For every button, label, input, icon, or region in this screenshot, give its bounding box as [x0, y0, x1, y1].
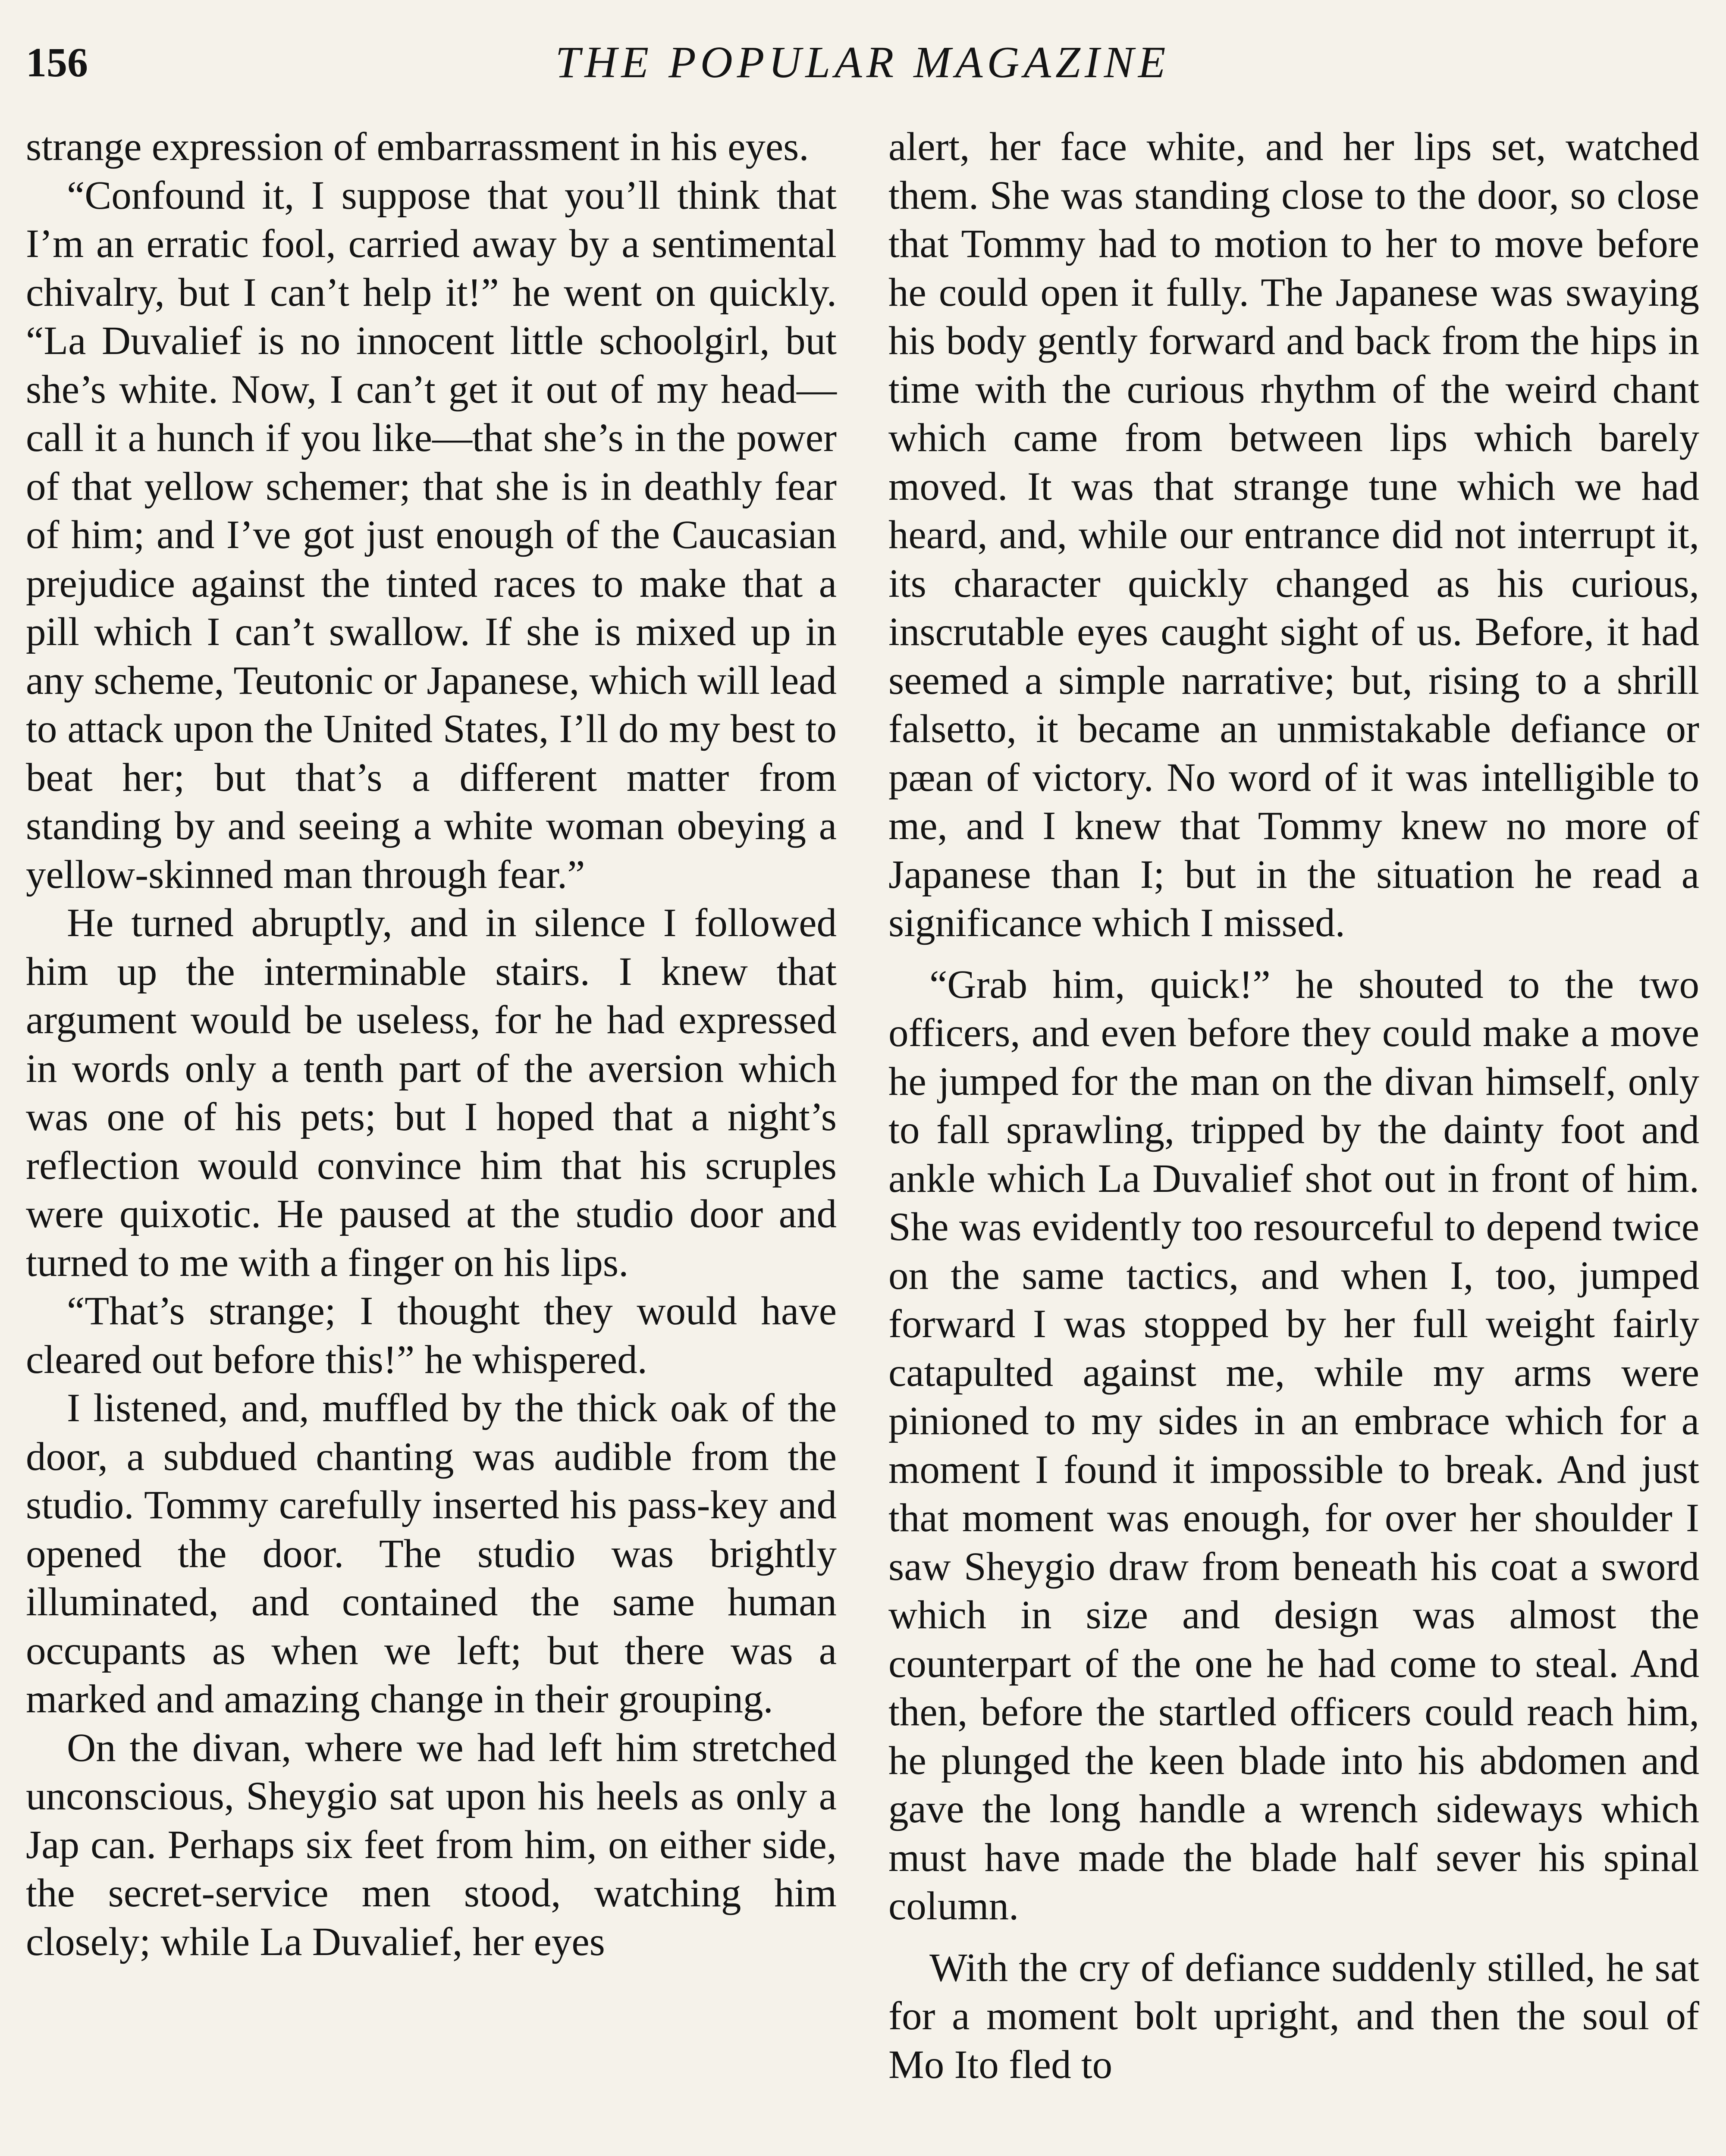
paragraph: “Grab him, quick!” he shouted to the two officers, and even before they could make a move he jumped for the man on the divan himself, only to fall sprawling, tripped by the dainty foot and ankle which La Duvalief shot out in front of him. She was evidently too resourceful to depend twice on the same tactics, and when I, too, jumped forward I was stopped by her full weight fairly catapulted against me, while my arms were pinioned to my sides in an embrace which for a moment I found it impossible to break. And just that moment was enough, for over her shoulder I saw Sheygio draw from beneath his coat a sword which in size and design was almost the counterpart of the one he had come to steal. And then, before the startled officers could reach him, he plunged the keen blade into his abdomen and gave the long handle a wrench sideways which must have made the blade half sever his spinal column. — [888, 962, 1699, 1928]
paragraph: On the divan, where we had left him stretched unconscious, Sheygio sat upon his heels as only a Jap can. Perhaps six feet from him, on either side, the secret-service men stood, watching him closely; while La Duvalief, her eyes — [26, 1725, 837, 1964]
paragraph: “That’s strange; I thought they would have cleared out before this!” he whispered. — [26, 1289, 837, 1382]
paragraph: strange expression of embarrassment in his eyes. — [26, 125, 809, 169]
paragraph: With the cry of defiance suddenly stilled, he sat for a moment bolt upright, and then the soul of Mo Ito fled to — [888, 1945, 1699, 2087]
paragraph: “Confound it, I suppose that you’ll think that I’m an erratic fool, carried away by a sentimental chivalry, but I can’t help it!” he went on quickly. “La Duvalief is no innocent little schoolgirl, but she’s white. Now, I can’t get it out of my head—call it a hunch if you like—that she’s in the power of that yellow schemer; that she is in deathly fear of him; and I’ve got just enough of the Caucasian prejudice against the tinted races to make that a pill which I can’t swallow. If she is mixed up in any scheme, Teutonic or Japanese, which will lead to attack upon the United States, I’ll do my best to beat her; but that’s a different matter from standing by and seeing a white woman obeying a yellow-skinned man through fear.” — [26, 173, 837, 897]
paragraph: I listened, and, muffled by the thick oak of the door, a subdued chanting was audible from the studio. Tommy carefully inserted his pass-key and opened the door. The studio was brightly illuminated, and contained the same human occupants as when we left; but there was a marked and amazing change in their grouping. — [26, 1386, 837, 1721]
page-number: 156 — [26, 39, 88, 85]
running-title: THE POPULAR MAGAZINE — [555, 38, 1170, 87]
paragraph: alert, her face white, and her lips set, watched them. She was standing close to the door, so close that Tommy had to motion to her to move before he could open it fully. The Japanese was swaying his body gently forward and back from the hips in time with the curious rhythm of the weird chant which came from between lips which barely moved. It was that strange tune which we had heard, and, while our entrance did not interrupt it, its character quickly changed as his curious, inscrutable eyes caught sight of us. Before, it had seemed a simple narrative; but, rising to a shrill falsetto, it became an unmistakable defiance or pæan of victory. No word of it was intelligible to me, and I knew that Tommy knew no more of Japanese than I; but in the situation he read a significance which I missed. — [888, 125, 1699, 945]
paragraph: He turned abruptly, and in silence I followed him up the interminable stairs. I knew that argument would be useless, for he had expressed in words only a tenth part of the aversion which was one of his pets; but I hoped that a night’s reflection would convince him that his scruples were quixotic. He paused at the studio door and turned to me with a finger on his lips. — [26, 901, 837, 1285]
left-column — [26, 123, 837, 1966]
right-column — [888, 123, 1699, 2089]
page-header — [26, 30, 1699, 95]
